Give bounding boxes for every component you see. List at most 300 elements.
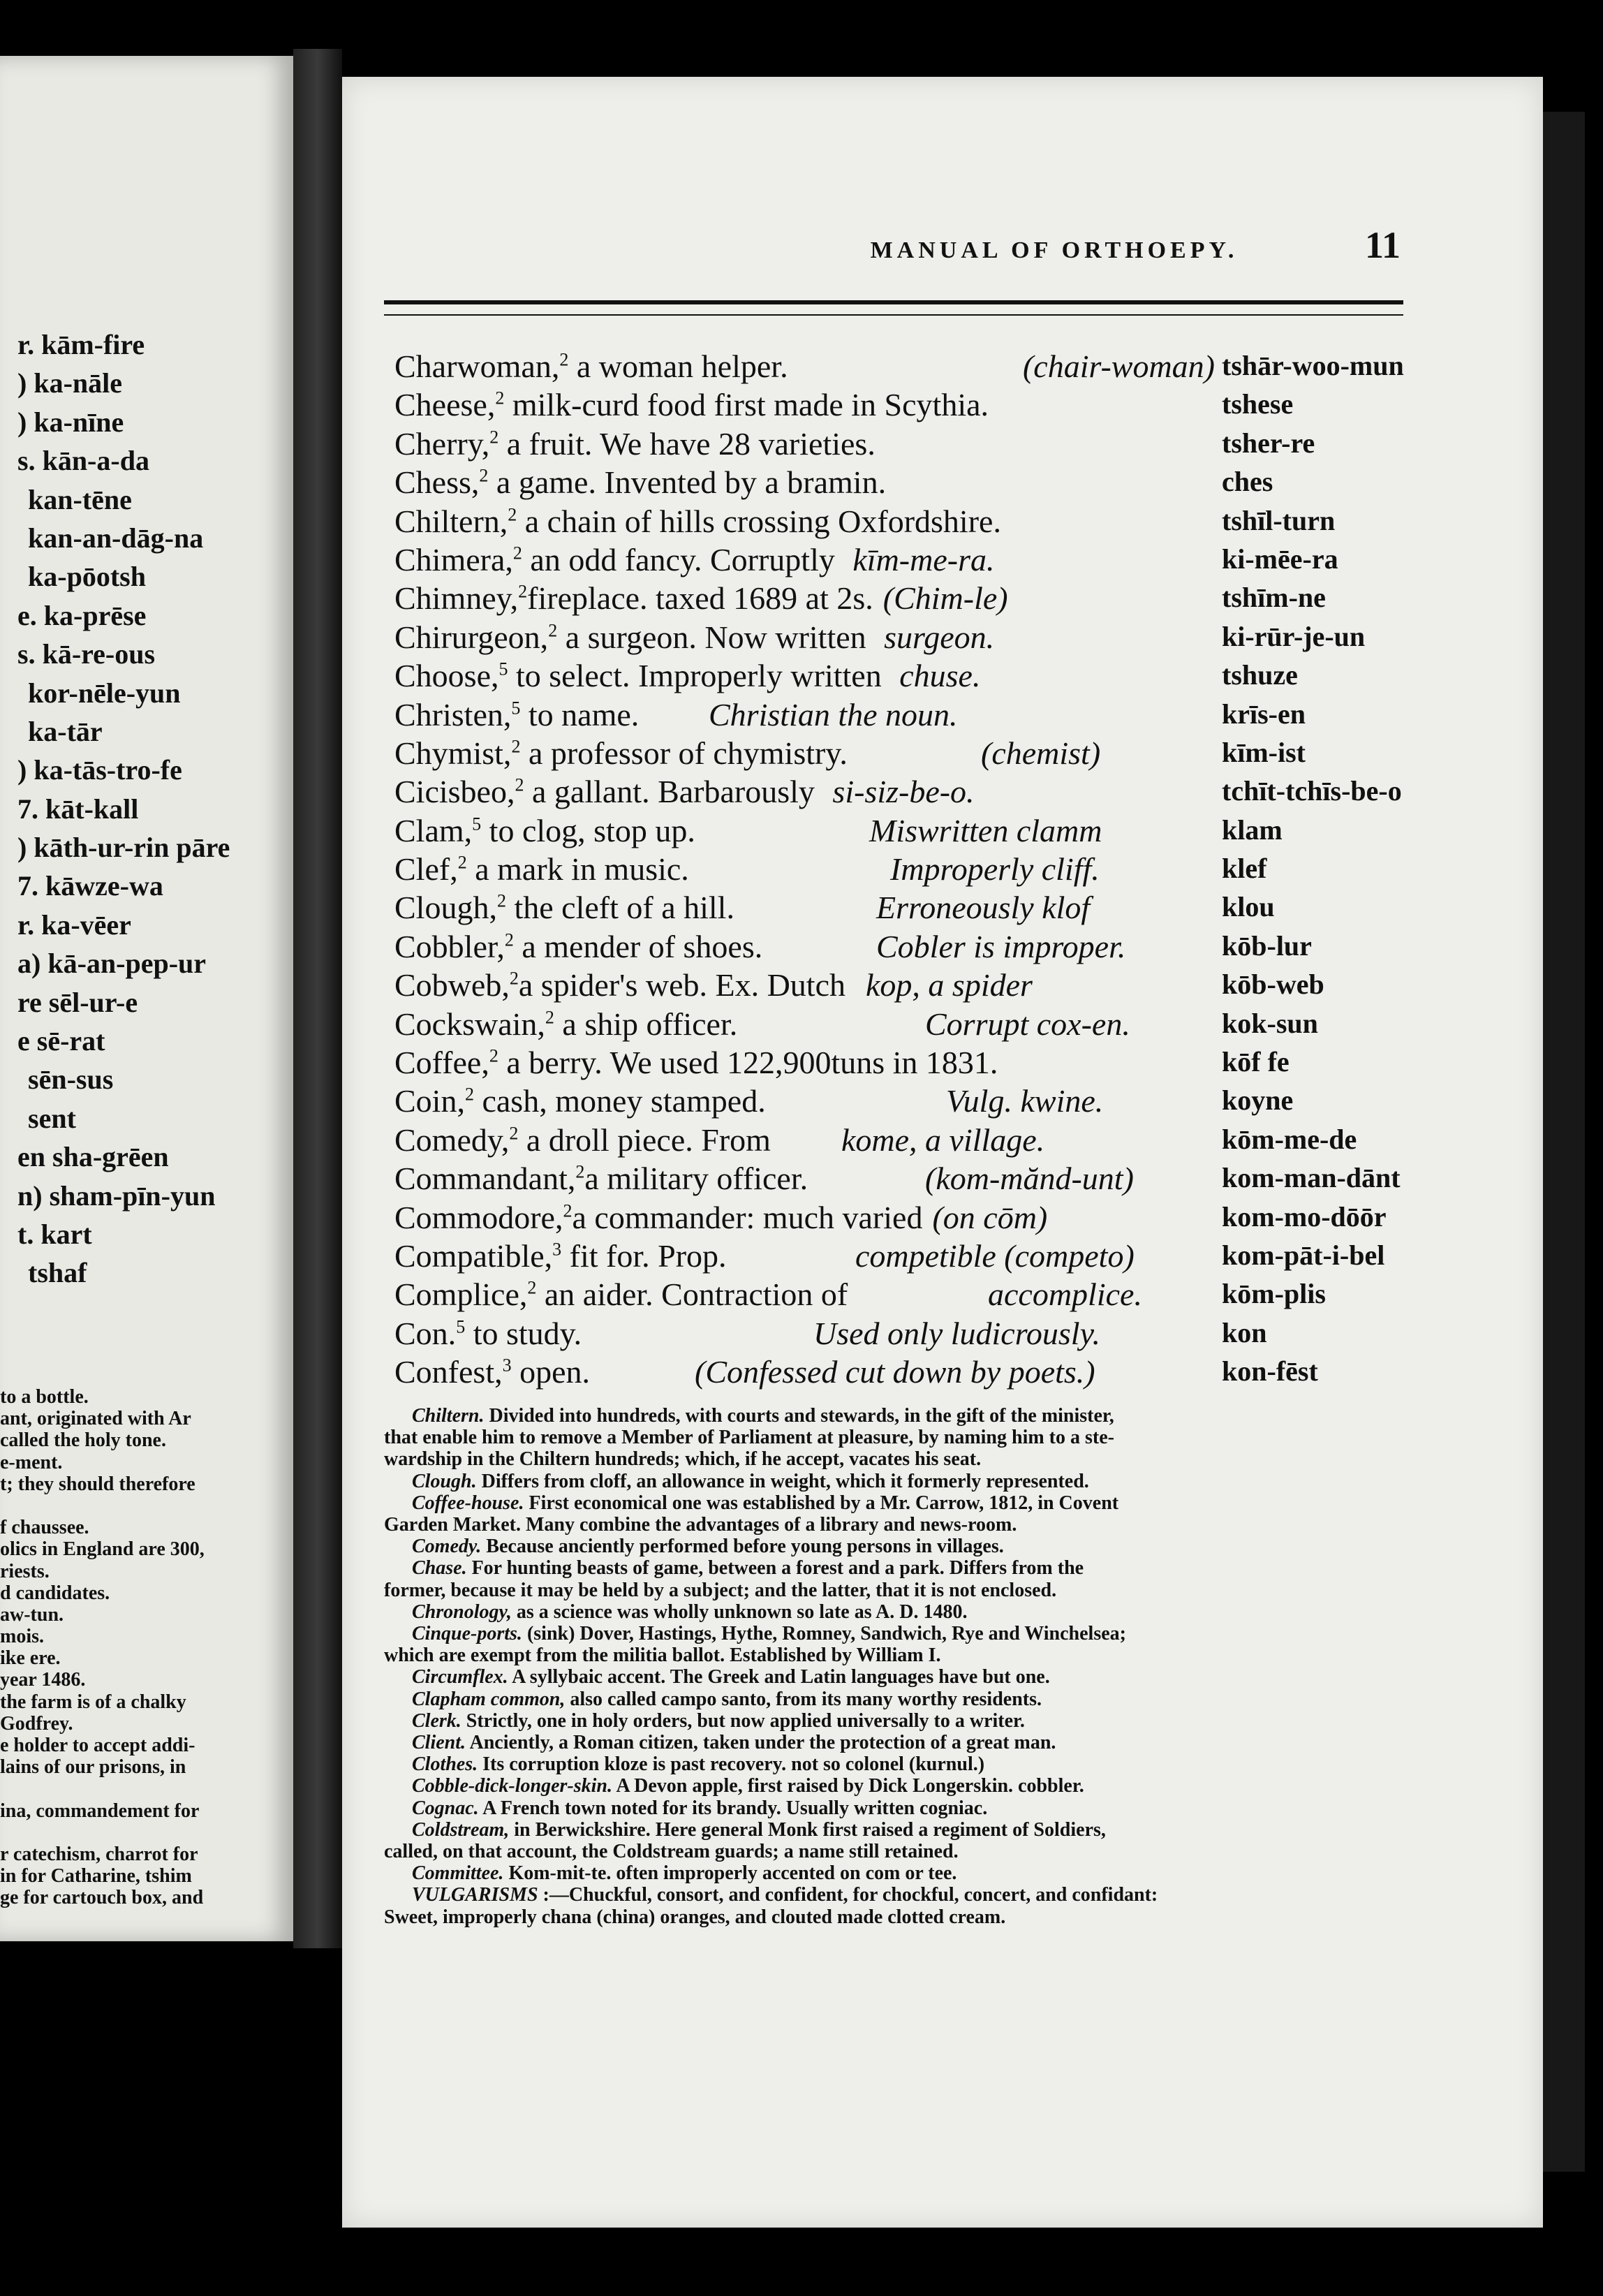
- left-line: en sha-grēen: [17, 1141, 169, 1173]
- entry-definition: [394, 889, 734, 926]
- entry-definition: [394, 696, 647, 733]
- left-note: lains of our prisons, in: [0, 1756, 186, 1779]
- accent-class: 5: [456, 1316, 466, 1337]
- entry-note: (kom-mănd-unt): [925, 1161, 1134, 1197]
- entry-note: competible (competo): [855, 1237, 1135, 1274]
- footnote-term: Chronology,: [412, 1600, 512, 1623]
- accent-class: 2: [559, 349, 569, 370]
- entry-gloss: a fruit. We have 28 varieties.: [498, 425, 876, 462]
- entry-definition: [394, 1044, 998, 1081]
- footnote-line: [384, 1536, 1403, 1557]
- entry-row: [394, 928, 1442, 966]
- entry-word: Complice,: [394, 1276, 528, 1313]
- entry-word: Chirurgeon,: [394, 619, 549, 655]
- entry-word: Clough,: [394, 890, 497, 926]
- entry-row: [394, 1006, 1442, 1044]
- left-line: n) sham-pīn-yun: [17, 1179, 216, 1212]
- footnote-term: Comedy.: [412, 1536, 482, 1558]
- entry-word: Cobweb,: [394, 967, 510, 1003]
- entry-definition: [394, 1237, 734, 1274]
- left-note: r catechism, charrot for: [0, 1843, 198, 1865]
- entry-note: kīm-me-ra.: [852, 541, 995, 577]
- entry-word: Cobbler,: [394, 928, 505, 964]
- entry-definition: [394, 851, 689, 888]
- entry-note: si-siz-be-o.: [832, 774, 975, 810]
- accent-class: 5: [472, 814, 482, 834]
- accent-class: 2: [509, 968, 519, 989]
- entry-gloss: milk-curd food first made in Scythia.: [504, 387, 989, 423]
- entry-gloss: open.: [511, 1354, 591, 1390]
- entry-note: Used only ludicrously.: [813, 1315, 1100, 1351]
- left-line: ka-tār: [28, 715, 103, 747]
- entry-row: [394, 425, 1442, 464]
- left-note: year 1486.: [0, 1669, 86, 1691]
- entry-definition: [394, 1315, 582, 1352]
- footnote-line: [384, 1775, 1403, 1797]
- left-note: f chaussee.: [0, 1517, 89, 1539]
- footnote-term: Clothes.: [412, 1753, 478, 1776]
- entry-row: [394, 580, 1442, 618]
- left-note: to a bottle.: [0, 1386, 89, 1408]
- entry-row: [394, 851, 1442, 889]
- entry-word: Coin,: [394, 1083, 465, 1119]
- entry-pronunciation: kom-mo-dōōr: [1222, 1200, 1387, 1232]
- entry-gloss: an odd fancy. Corruptly: [522, 541, 843, 577]
- left-note: t; they should therefore: [0, 1473, 195, 1495]
- footnote-line: [384, 1557, 1403, 1579]
- entry-pronunciation: tshīm-ne: [1222, 582, 1326, 614]
- footnote-line: [384, 1688, 1403, 1710]
- accent-class: 2: [511, 736, 521, 757]
- entry-definition: [394, 928, 762, 965]
- entry-row: [394, 773, 1442, 811]
- entry-gloss: a chain of hills crossing Oxfordshire.: [517, 503, 1001, 539]
- footnote-line: [384, 1710, 1403, 1732]
- footnote-term: Client.: [412, 1732, 466, 1754]
- entry-pronunciation: kok-sun: [1222, 1007, 1318, 1039]
- footnote-line: [384, 1471, 1403, 1492]
- footnotes: [384, 1405, 1403, 1928]
- left-note: ike ere.: [0, 1647, 61, 1670]
- entry-pronunciation: kōb-web: [1222, 969, 1324, 1001]
- entry-definition: [394, 503, 1001, 540]
- entry-row: [394, 966, 1442, 1005]
- left-note: ina, commandement for: [0, 1800, 200, 1822]
- footnote-term: Chase.: [412, 1557, 467, 1580]
- left-line: sēn-sus: [28, 1064, 114, 1096]
- entry-word: Cherry,: [394, 425, 490, 462]
- entry-pronunciation: ches: [1222, 466, 1273, 498]
- entry-row: [394, 812, 1442, 851]
- left-note: the farm is of a chalky: [0, 1691, 186, 1713]
- accent-class: 2: [495, 388, 505, 409]
- accent-class: 2: [496, 891, 506, 912]
- entry-row: [394, 696, 1442, 735]
- entry-pronunciation: koyne: [1222, 1084, 1294, 1117]
- left-line: 7. kāwze-wa: [17, 870, 163, 902]
- entry-definition: [394, 619, 874, 656]
- entry-definition: [394, 541, 843, 578]
- entry-word: Con.: [394, 1315, 457, 1351]
- entry-gloss: a spider's web. Ex. Dutch: [518, 967, 854, 1003]
- accent-class: 3: [552, 1239, 562, 1260]
- accent-class: 2: [515, 774, 524, 795]
- entry-note: Vulg. kwine.: [946, 1083, 1104, 1119]
- entry-word: Christen,: [394, 696, 512, 733]
- left-note: ge for cartouch box, and: [0, 1887, 204, 1909]
- footnote-term: Clough.: [412, 1470, 477, 1492]
- footnote-text: which are exempt from the militia ballot. Established by William I.: [384, 1644, 941, 1667]
- entry-row: [394, 1199, 1442, 1237]
- left-note: in for Catharine, tshim: [0, 1865, 192, 1887]
- footnote-text: :—Chuckful, consort, and confident, for chockful, concert, and confidant:: [538, 1884, 1158, 1906]
- left-note: d candidates.: [0, 1582, 110, 1604]
- entry-definition: [394, 425, 876, 462]
- entry-note: (chair-woman): [1022, 348, 1215, 384]
- footnote-term: Cinque-ports.: [412, 1623, 522, 1645]
- entry-pronunciation: tshār-woo-mun: [1222, 350, 1404, 381]
- left-line: e. ka-prēse: [17, 599, 147, 631]
- entry-gloss: fit for. Prop.: [561, 1237, 735, 1274]
- entry-definition: [394, 386, 989, 423]
- entry-pronunciation: kon: [1222, 1316, 1267, 1348]
- footnote-text: that enable him to remove a Member of Parliament at pleasure, by naming him to a ste-: [384, 1427, 1114, 1449]
- accent-class: 3: [502, 1355, 512, 1376]
- entry-pronunciation: kōb-lur: [1222, 929, 1312, 962]
- entry-gloss: to name.: [520, 696, 647, 733]
- entry-word: Clef,: [394, 851, 458, 888]
- accent-class: 2: [575, 1161, 585, 1182]
- entry-word: Chimney,: [394, 580, 519, 617]
- entry-row: [394, 1044, 1442, 1082]
- entry-row: [394, 1121, 1442, 1160]
- entry-definition: [394, 966, 854, 1003]
- entry-definition: [394, 1082, 766, 1119]
- entry-gloss: a professor of chymistry.: [520, 735, 848, 771]
- entry-gloss: to clog, stop up.: [481, 812, 695, 848]
- entry-row: [394, 464, 1442, 502]
- entry-gloss: fireplace. taxed 1689 at 2s.: [527, 580, 873, 617]
- footnote-term: Coffee-house.: [412, 1492, 524, 1514]
- footnote-term: Cobble-dick-longer-skin.: [412, 1775, 612, 1797]
- accent-class: 2: [512, 543, 522, 564]
- footnote-term: Chiltern.: [412, 1405, 485, 1427]
- footnote-text: called, on that account, the Coldstream guards; a name still retained.: [384, 1841, 959, 1863]
- footnote-line: [384, 1580, 1403, 1601]
- entry-row: [394, 503, 1442, 541]
- left-page-pronunciations: [17, 328, 230, 1295]
- entry-gloss: a mender of shoes.: [513, 928, 763, 964]
- entry-note: Improperly cliff.: [890, 851, 1100, 888]
- entry-definition: [394, 773, 822, 810]
- entry-row: [394, 1160, 1442, 1198]
- entry-gloss: a military officer.: [584, 1161, 808, 1197]
- accent-class: 2: [457, 852, 467, 873]
- footnote-text: Its corruption kloze is past recovery. not so colonel (kurnul.): [478, 1753, 985, 1776]
- left-line: a) kā-an-pep-ur: [17, 948, 207, 980]
- footnote-term: Clerk.: [412, 1709, 461, 1732]
- entry-note: chuse.: [899, 658, 981, 694]
- footnote-text: Anciently, a Roman citizen, taken under the protection of a great man.: [466, 1732, 1056, 1754]
- footnote-text: Divided into hundreds, with courts and stewards, in the gift of the minister,: [484, 1405, 1114, 1427]
- footnote-line: [384, 1906, 1403, 1928]
- entry-word: Comedy,: [394, 1121, 510, 1158]
- accent-class: 2: [548, 620, 558, 641]
- entry-word: Cheese,: [394, 387, 496, 423]
- entry-pronunciation: kon-fēst: [1222, 1355, 1318, 1388]
- left-line: r. ka-vēer: [17, 908, 131, 941]
- footnote-line: [384, 1644, 1403, 1666]
- footnote-line: [384, 1753, 1403, 1775]
- footnote-line: [384, 1666, 1403, 1688]
- entry-word: Compatible,: [394, 1237, 553, 1274]
- entry-row: [394, 1237, 1442, 1276]
- entry-word: Charwoman,: [394, 348, 560, 384]
- entry-gloss: a droll piece. From: [518, 1121, 779, 1158]
- footnote-line: [384, 1492, 1403, 1514]
- left-line: t. kart: [17, 1218, 92, 1250]
- entry-row: [394, 1276, 1442, 1314]
- entry-pronunciation: tshese: [1222, 388, 1294, 420]
- left-note: [0, 1495, 205, 1517]
- left-line: e sē-rat: [17, 1025, 105, 1057]
- left-line: re sēl-ur-e: [17, 986, 138, 1018]
- entry-definition: [394, 580, 873, 617]
- entry-pronunciation: klef: [1222, 853, 1267, 885]
- entry-note: (Confessed cut down by poets.): [695, 1354, 1095, 1390]
- footnote-text: Strictly, one in holy orders, but now applied universally to a writer.: [461, 1709, 1025, 1732]
- entry-row: [394, 1353, 1442, 1392]
- entry-note: (Chim-le): [882, 580, 1008, 617]
- entry-pronunciation: kōf fe: [1222, 1046, 1290, 1078]
- entry-definition: [394, 1276, 856, 1313]
- footnote-term: Cognac.: [412, 1797, 479, 1819]
- left-note: e holder to accept addi-: [0, 1735, 195, 1756]
- entry-gloss: a game. Invented by a bramin.: [488, 464, 887, 501]
- entry-gloss: a gallant. Barbarously: [524, 774, 823, 810]
- footnote-line: [384, 1601, 1403, 1623]
- entry-row: [394, 657, 1442, 696]
- footnote-term: VULGARISMS: [412, 1884, 538, 1906]
- left-line: kan-tēne: [28, 483, 132, 515]
- entry-pronunciation: krīs-en: [1222, 698, 1306, 730]
- book-spine: [293, 49, 342, 1948]
- entry-pronunciation: tsher-re: [1222, 427, 1315, 459]
- entry-word: Chiltern,: [394, 503, 508, 539]
- entry-word: Choose,: [394, 658, 499, 694]
- left-note: [0, 1822, 205, 1844]
- entry-pronunciation: kīm-ist: [1222, 736, 1306, 768]
- entry-definition: [394, 348, 788, 385]
- entry-note: (chemist): [981, 735, 1101, 771]
- left-line: ) ka-nīne: [17, 406, 124, 438]
- footnote-term: Committee.: [412, 1862, 504, 1885]
- entry-note: accomplice.: [988, 1276, 1142, 1313]
- left-line: ) ka-nāle: [17, 367, 122, 399]
- entry-gloss: a commander: much varied: [572, 1199, 923, 1235]
- footnote-text: in Berwickshire. Here general Monk first raised a regiment of Soldiers,: [509, 1818, 1106, 1841]
- footnote-text: Sweet, improperly chana (china) oranges, and clouted made clotted cream.: [384, 1906, 1006, 1928]
- entry-word: Chimera,: [394, 541, 513, 577]
- left-line: 7. kāt-kall: [17, 793, 139, 825]
- footnote-text: First economical one was established by a Mr. Carrow, 1812, in Covent: [524, 1492, 1119, 1514]
- right-page: [342, 77, 1543, 2228]
- entry-pronunciation: kōm-plis: [1222, 1278, 1326, 1310]
- entry-word: Clam,: [394, 812, 473, 848]
- left-line: tshaf: [28, 1257, 87, 1289]
- left-line: sent: [28, 1102, 76, 1134]
- entry-row: [394, 348, 1442, 386]
- entry-word: Cockswain,: [394, 1006, 545, 1042]
- left-note: riests.: [0, 1560, 50, 1582]
- entry-row: [394, 889, 1442, 927]
- left-note: Godfrey.: [0, 1712, 73, 1735]
- left-note: ant, originated with Ar: [0, 1408, 191, 1430]
- entry-note: Cobler is improper.: [876, 928, 1126, 964]
- footnote-term: Coldstream,: [412, 1818, 510, 1841]
- entry-pronunciation: ki-mēe-ra: [1222, 543, 1338, 575]
- entry-definition: [394, 735, 848, 772]
- accent-class: 2: [509, 1123, 519, 1144]
- left-line: r. kām-fire: [17, 329, 145, 360]
- footnote-text: wardship in the Chiltern hundreds; which, if he accept, vacates his seat.: [384, 1448, 982, 1471]
- entry-word: Commodore,: [394, 1199, 563, 1235]
- entry-definition: [394, 464, 886, 501]
- left-line: s. kā-re-ous: [17, 638, 156, 670]
- entry-definition: [394, 1199, 922, 1236]
- accent-class: 2: [504, 929, 514, 950]
- footnote-text: A syllybaic accent. The Greek and Latin languages have but one.: [508, 1666, 1050, 1688]
- footnote-text: Kom-mit-te. often improperly accented on com or tee.: [503, 1862, 957, 1885]
- footnote-line: [384, 1448, 1403, 1470]
- entry-word: Chess,: [394, 464, 480, 501]
- entry-word: Cicisbeo,: [394, 774, 515, 810]
- entry-gloss: a surgeon. Now written: [557, 619, 875, 655]
- page-edge: [1543, 112, 1585, 2172]
- entry-pronunciation: klou: [1222, 891, 1275, 923]
- entry-row: [394, 619, 1442, 657]
- footnote-term: Clapham common,: [412, 1688, 566, 1710]
- footnote-line: [384, 1841, 1403, 1862]
- footnote-line: [384, 1732, 1403, 1753]
- entry-list: [394, 348, 1442, 1392]
- footnote-line: [384, 1884, 1403, 1906]
- entry-pronunciation: tchīt-tchīs-be-o: [1222, 775, 1402, 807]
- footnote-text: also called campo santo, from its many worthy residents.: [565, 1688, 1042, 1710]
- left-note: olics in England are 300,: [0, 1538, 205, 1561]
- footnote-text: (sink) Dover, Hastings, Hythe, Romney, Sandwich, Rye and Winchelsea;: [522, 1623, 1126, 1645]
- accent-class: 2: [518, 582, 528, 603]
- entry-gloss: a mark in music.: [466, 851, 689, 888]
- entry-row: [394, 1315, 1442, 1353]
- entry-word: Coffee,: [394, 1045, 489, 1081]
- entry-pronunciation: tshīl-turn: [1222, 504, 1336, 536]
- left-page-notes: [0, 1386, 205, 1909]
- entry-note: Christian the noun.: [709, 696, 958, 733]
- entry-note: (on cōm): [932, 1199, 1048, 1235]
- entry-note: Miswritten clamm: [869, 812, 1102, 848]
- accent-class: 2: [489, 1045, 498, 1066]
- entry-word: Chymist,: [394, 735, 512, 771]
- footnote-line: [384, 1862, 1403, 1884]
- entry-row: [394, 735, 1442, 773]
- entry-note: kop, a spider: [866, 967, 1033, 1003]
- entry-definition: [394, 1121, 778, 1158]
- accent-class: 2: [479, 465, 489, 486]
- accent-class: 5: [498, 658, 508, 679]
- header-rule-thin: [384, 314, 1403, 316]
- entry-gloss: a berry. We used 122,900tuns in 1831.: [498, 1045, 998, 1081]
- footnote-line: [384, 1514, 1403, 1536]
- footnote-text: Garden Market. Many combine the advantages of a library and news-room.: [384, 1514, 1017, 1536]
- entry-row: [394, 386, 1442, 425]
- footnote-text: Because anciently performed before young persons in villages.: [481, 1536, 1004, 1558]
- accent-class: 2: [545, 1007, 554, 1028]
- left-note: [0, 1778, 205, 1800]
- footnote-line: [384, 1623, 1403, 1644]
- entry-gloss: to select. Improperly written: [508, 658, 890, 694]
- left-line: ) kāth-ur-rin pāre: [17, 832, 230, 864]
- entry-gloss: cash, money stamped.: [473, 1083, 766, 1119]
- accent-class: 2: [464, 1084, 474, 1105]
- entry-word: Confest,: [394, 1354, 503, 1390]
- entry-gloss: a ship officer.: [554, 1006, 738, 1042]
- left-note: mois.: [0, 1626, 44, 1648]
- entry-definition: [394, 812, 695, 849]
- entry-pronunciation: klam: [1222, 814, 1283, 846]
- entry-pronunciation: kom-pāt-i-bel: [1222, 1239, 1385, 1271]
- entry-gloss: an aider. Contraction of: [536, 1276, 856, 1313]
- accent-class: 2: [527, 1278, 537, 1299]
- entry-pronunciation: kōm-me-de: [1222, 1123, 1357, 1155]
- accent-class: 2: [563, 1200, 572, 1221]
- entry-note: Corrupt cox-en.: [925, 1006, 1130, 1042]
- header-rule-thick: [384, 300, 1403, 304]
- footnote-line: [384, 1427, 1403, 1448]
- accent-class: 2: [489, 427, 499, 448]
- entry-definition: [394, 1006, 737, 1043]
- entry-gloss: the cleft of a hill.: [505, 890, 734, 926]
- footnote-line: [384, 1797, 1403, 1819]
- left-page: [0, 56, 293, 1941]
- entry-word: Commandant,: [394, 1161, 576, 1197]
- entry-gloss: a woman helper.: [568, 348, 788, 384]
- left-note: called the holy tone.: [0, 1429, 166, 1452]
- accent-class: 2: [508, 504, 517, 525]
- entry-pronunciation: ki-rūr-je-un: [1222, 620, 1366, 652]
- footnote-text: former, because it may be held by a subject; and the latter, that it is not enclosed.: [384, 1579, 1057, 1601]
- left-line: ) ka-tās-tro-fe: [17, 754, 182, 786]
- running-head: MANUAL OF ORTHOEPY.: [870, 237, 1239, 263]
- footnote-text: as a science was wholly unknown so late as A. D. 1480.: [511, 1600, 968, 1623]
- entry-definition: [394, 1160, 808, 1197]
- entry-row: [394, 1082, 1442, 1121]
- left-line: kor-nēle-yun: [28, 677, 181, 709]
- footnote-line: [384, 1819, 1403, 1841]
- entry-pronunciation: kom-man-dānt: [1222, 1162, 1401, 1194]
- entry-definition: [394, 657, 889, 694]
- entry-note: kome, a village.: [841, 1121, 1045, 1158]
- footnote-text: For hunting beasts of game, between a forest and a park. Differs from the: [466, 1557, 1084, 1580]
- left-note: e-ment.: [0, 1451, 63, 1473]
- footnote-text: A Devon apple, first raised by Dick Longerskin. cobbler.: [612, 1775, 1084, 1797]
- left-line: s. kān-a-da: [17, 445, 149, 477]
- footnote-text: Differs from cloff, an allowance in weight, which it formerly represented.: [476, 1470, 1089, 1492]
- left-line: ka-pōotsh: [28, 561, 146, 593]
- left-line: kan-an-dāg-na: [28, 522, 204, 554]
- left-note: aw-tun.: [0, 1603, 64, 1626]
- entry-row: [394, 541, 1442, 580]
